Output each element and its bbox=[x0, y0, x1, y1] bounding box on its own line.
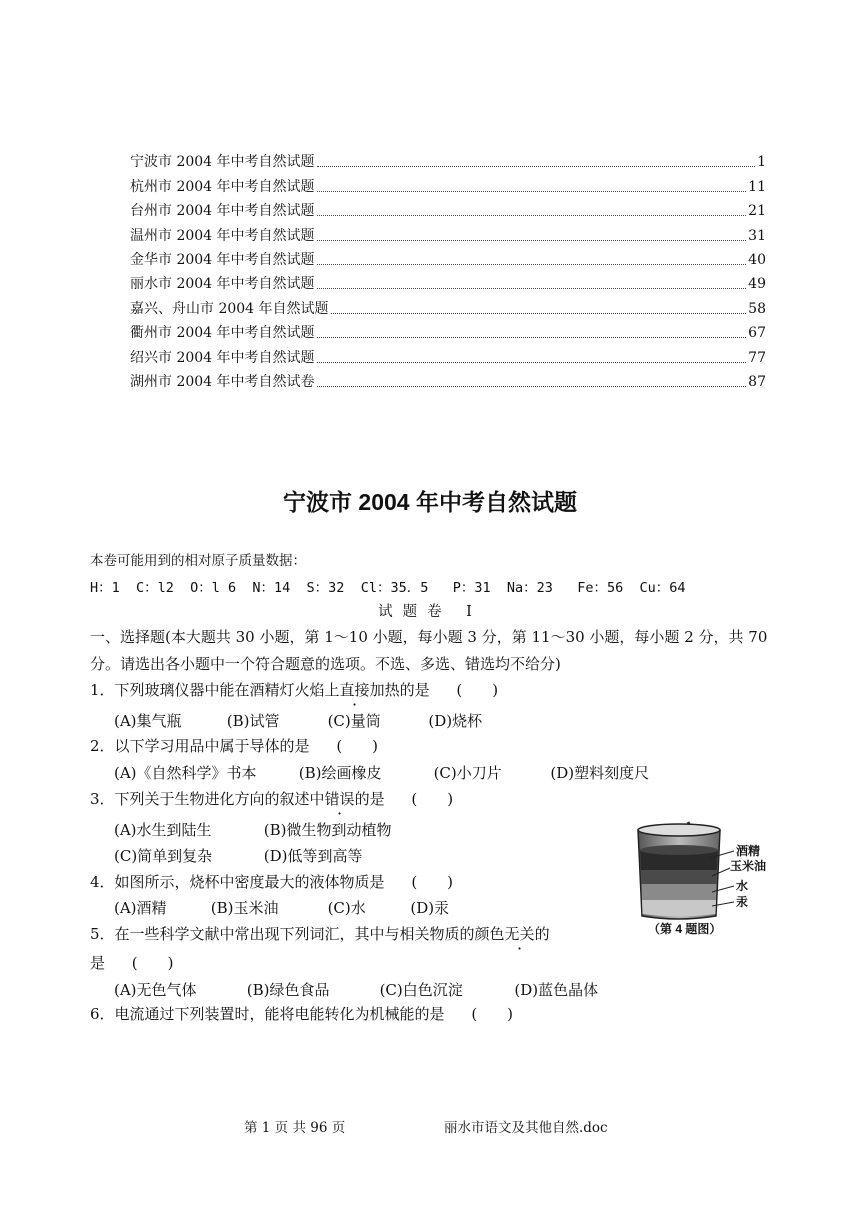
answer-blank: ( ) bbox=[471, 1005, 514, 1023]
label-corn-oil: 玉米油 bbox=[730, 859, 767, 873]
toc-entry-page: 58 bbox=[748, 300, 766, 317]
option-b: (B)试管 bbox=[226, 712, 280, 730]
answer-blank: ( ) bbox=[411, 873, 454, 891]
toc-entry-title: 宁波市 2004 年中考自然试题 bbox=[130, 154, 315, 171]
toc-leader-dots bbox=[317, 288, 747, 289]
toc-leader-dots bbox=[317, 191, 747, 192]
question-6 bbox=[90, 1004, 513, 1024]
toc-entry[interactable] bbox=[130, 197, 766, 221]
toc-leader-dots bbox=[331, 313, 747, 314]
question-4-options bbox=[114, 898, 449, 918]
option-d: (D)低等到高等 bbox=[263, 847, 363, 865]
option-d: (D)烧杯 bbox=[428, 712, 483, 730]
toc-entry-title: 温州市 2004 年中考自然试题 bbox=[130, 227, 315, 244]
toc-entry-title: 绍兴市 2004 年中考自然试题 bbox=[130, 349, 315, 366]
question-3-options-row2 bbox=[114, 846, 363, 866]
question-5-options bbox=[114, 980, 598, 1000]
question-3-options bbox=[114, 820, 392, 840]
toc-entry[interactable] bbox=[130, 221, 766, 245]
option-a: (A)《自然科学》书本 bbox=[114, 764, 257, 782]
toc-entry-page: 1 bbox=[757, 154, 766, 171]
emphasis-text: 错误 bbox=[324, 790, 355, 808]
label-alcohol: 酒精 bbox=[736, 844, 761, 858]
option-c: (C)简单到复杂 bbox=[114, 847, 213, 865]
toc-entry[interactable] bbox=[130, 270, 766, 294]
toc-entry-title: 台州市 2004 年中考自然试题 bbox=[130, 203, 315, 220]
question-1 bbox=[90, 680, 498, 700]
label-mercury: 汞 bbox=[736, 895, 749, 909]
question-text: 2．以下学习用品中属于导体的是 bbox=[90, 737, 310, 755]
toc-entry-title: 丽水市 2004 年中考自然试题 bbox=[130, 276, 315, 293]
toc-entry-page: 40 bbox=[748, 251, 766, 268]
toc-entry[interactable] bbox=[130, 294, 766, 318]
question-text: 4．如图所示，烧杯中密度最大的液体物质是 bbox=[90, 873, 385, 891]
toc-entry-title: 杭州市 2004 年中考自然试题 bbox=[130, 178, 315, 195]
atomic-mass-data: H：1 C：l2 O：l 6 N：14 S：32 Cl：35．5 P：31 Na：23 Fe：56 Cu：64 bbox=[90, 580, 686, 596]
option-c: (C)白色沉淀 bbox=[379, 981, 463, 999]
toc-entry-page: 21 bbox=[748, 203, 766, 220]
option-b: (B)绘画橡皮 bbox=[298, 764, 382, 782]
question-2-options bbox=[114, 763, 649, 783]
page-info: 第 1 页 共 96 页 bbox=[244, 1120, 346, 1136]
section-instructions: 一、选择题(本大题共 30 小题，第 1～10 小题，每小题 3 分，第 11～30 小题，每小题 2 分，共 70 分。请选出各小题中一个符合题意的选项。不选、多选、错选均不给分) bbox=[90, 628, 768, 673]
paper-label: 试题卷 I bbox=[378, 604, 482, 620]
toc-entry-title: 湖州市 2004 年中考自然试卷 bbox=[130, 373, 315, 390]
question-4 bbox=[90, 872, 453, 892]
toc-entry[interactable] bbox=[130, 319, 766, 343]
option-a: (A)酒精 bbox=[114, 899, 167, 917]
label-water: 水 bbox=[736, 879, 749, 893]
option-a: (A)集气瓶 bbox=[114, 712, 182, 730]
toc-leader-dots bbox=[317, 337, 747, 338]
option-a: (A)水生到陆生 bbox=[114, 821, 212, 839]
toc-entry[interactable] bbox=[130, 148, 766, 172]
question-text: 是 bbox=[90, 954, 106, 972]
toc-leader-dots bbox=[317, 240, 747, 241]
question-text: 1．下列玻璃仪器中能在酒精灯火焰上 bbox=[90, 681, 340, 699]
option-c: (C)小刀片 bbox=[433, 764, 502, 782]
atomic-mass-label: 本卷可能用到的相对原子质量数据： bbox=[90, 553, 306, 569]
emphasis-text: 无关 bbox=[504, 925, 535, 943]
beaker-illustration bbox=[630, 818, 772, 922]
option-b: (B)微生物到动植物 bbox=[263, 821, 392, 839]
toc-entry-page: 11 bbox=[748, 178, 766, 195]
toc-entry-page: 87 bbox=[748, 373, 766, 390]
answer-blank: ( ) bbox=[456, 681, 499, 699]
toc-leader-dots bbox=[317, 386, 747, 387]
toc-entry-page: 67 bbox=[748, 325, 766, 342]
question-text: 6．电流通过下列装置时，能将电能转化为机械能的是 bbox=[90, 1005, 445, 1023]
option-b: (B)玉米油 bbox=[210, 899, 279, 917]
toc-entry-page: 77 bbox=[748, 349, 766, 366]
question-5-cont bbox=[90, 953, 174, 973]
toc-entry[interactable] bbox=[130, 368, 766, 392]
file-name: 丽水市语文及其他自然.doc bbox=[444, 1120, 608, 1136]
question-3 bbox=[90, 789, 453, 809]
option-a: (A)无色气体 bbox=[114, 981, 197, 999]
toc-leader-dots bbox=[317, 215, 747, 216]
toc-leader-dots bbox=[317, 362, 747, 363]
figure-caption: （第 4 题图） bbox=[648, 922, 722, 936]
option-b: (B)绿色食品 bbox=[246, 981, 330, 999]
question-text: 的 bbox=[534, 925, 550, 943]
toc-entry[interactable] bbox=[130, 246, 766, 270]
question-text: 3．下列关于生物进化方向的叙述中 bbox=[90, 790, 325, 808]
toc-entry-title: 金华市 2004 年中考自然试题 bbox=[130, 251, 315, 268]
emphasis-text: 直接 bbox=[339, 681, 370, 699]
question-text: 加热的是 bbox=[369, 681, 430, 699]
question-2 bbox=[90, 736, 378, 756]
document-title: 宁波市 2004 年中考自然试题 bbox=[283, 489, 577, 515]
table-of-contents bbox=[130, 148, 766, 392]
toc-entry[interactable] bbox=[130, 172, 766, 196]
option-d: (D)塑料刻度尺 bbox=[550, 764, 650, 782]
toc-entry-page: 49 bbox=[748, 276, 766, 293]
option-c: (C)量筒 bbox=[327, 712, 381, 730]
toc-leader-dots bbox=[317, 166, 756, 167]
answer-blank: ( ) bbox=[411, 790, 454, 808]
toc-entry-page: 31 bbox=[748, 227, 766, 244]
answer-blank: ( ) bbox=[131, 954, 174, 972]
question-text: 5．在一些科学文献中常出现下列词汇，其中与相关物质的颜色 bbox=[90, 925, 505, 943]
question-1-options bbox=[114, 711, 482, 731]
toc-entry[interactable] bbox=[130, 343, 766, 367]
toc-entry-title: 衢州市 2004 年中考自然试题 bbox=[130, 325, 315, 342]
option-d: (D)汞 bbox=[410, 899, 450, 917]
answer-blank: ( ) bbox=[336, 737, 379, 755]
option-d: (D)蓝色晶体 bbox=[514, 981, 599, 999]
question-5 bbox=[90, 924, 550, 944]
toc-leader-dots bbox=[317, 264, 747, 265]
question-text: 的是 bbox=[354, 790, 385, 808]
option-c: (C)水 bbox=[327, 899, 366, 917]
toc-entry-title: 嘉兴、舟山市 2004 年自然试题 bbox=[130, 300, 329, 317]
